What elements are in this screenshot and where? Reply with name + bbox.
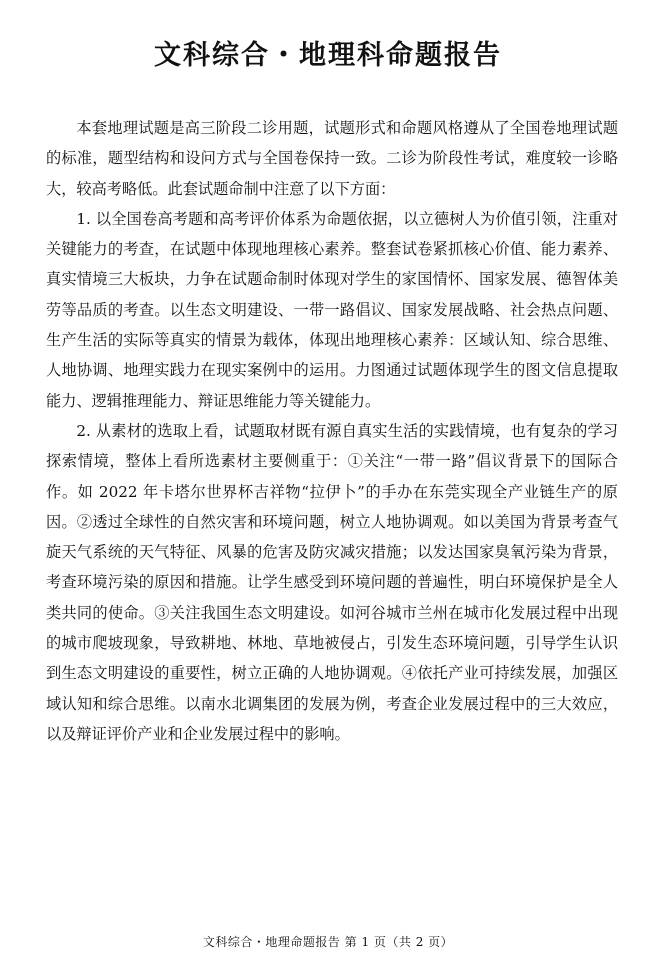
paragraph-intro: 本套地理试题是高三阶段二诊用题，试题形式和命题风格遵从了全国卷地理试题的标准，题型结构和设问方式与全国卷保持一致。二诊为阶段性考试，难度较一诊略大，较高考略低。此套试题命制中注意了以下方面： [46,119,618,198]
document-body [46,113,618,749]
paragraph-point-1: 1. 以全国卷高考题和高考评价体系为命题依据，以立德树人为价值引领，注重对关键能力的考查，在试题中体现地理核心素养。整套试卷紧抓核心价值、能力素养、真实情境三大板块，力争在试题命制时体现对学生的家国情怀、国家发展、德智体美劳等品质的考查。以生态文明建设、一带一路倡议、国家发展战略、社会热点问题、生产生活的实际等真实的情景为载体，体现出地理核心素养：区域认知、综合思维、人地协调、地理实践力在现实案例中的运用。力图通过试题体现学生的图文信息提取能力、逻辑推理能力、辩证思维能力等关键能力。 [46,209,618,410]
page-footer: 文科综合・地理命题报告 第 1 页（共 2 页） [202,935,454,949]
paragraph-point-2: 2. 从素材的选取上看，试题取材既有源自真实生活的实践情境，也有复杂的学习探索情境，整体上看所选素材主要侧重于：①关注“一带一路”倡议背景下的国际合作。如 2022 年卡塔尔世界杯吉祥物“拉伊卜”的手办在东莞实现全产业链生产的原因。②透过全球性的自然灾害和环境问题，树立人地协调观。如以美国为背景考查气旋天气系统的天气特征、风暴的危害及防灾减灾措施；以发达国家臭氧污染为背景，考查环境污染的原因和措施。让学生感受到环境问题的普遍性，明白环境保护是全人类共同的使命。③关注我国生态文明建设。如河谷城市兰州在城市化发展过程中出现的城市爬坡现象，导致耕地、林地、草地被侵占，引发生态环境问题，引导学生认识到生态文明建设的重要性，树立正确的人地协调观。④依托产业可持续发展，加强区域认知和综合思维。以南水北调集团的发展为例，考查企业发展过程中的三大效应，以及辩证评价产业和企业发展过程中的影响。 [46,421,618,743]
page-title: 文科综合・地理科命题报告 [154,40,502,71]
